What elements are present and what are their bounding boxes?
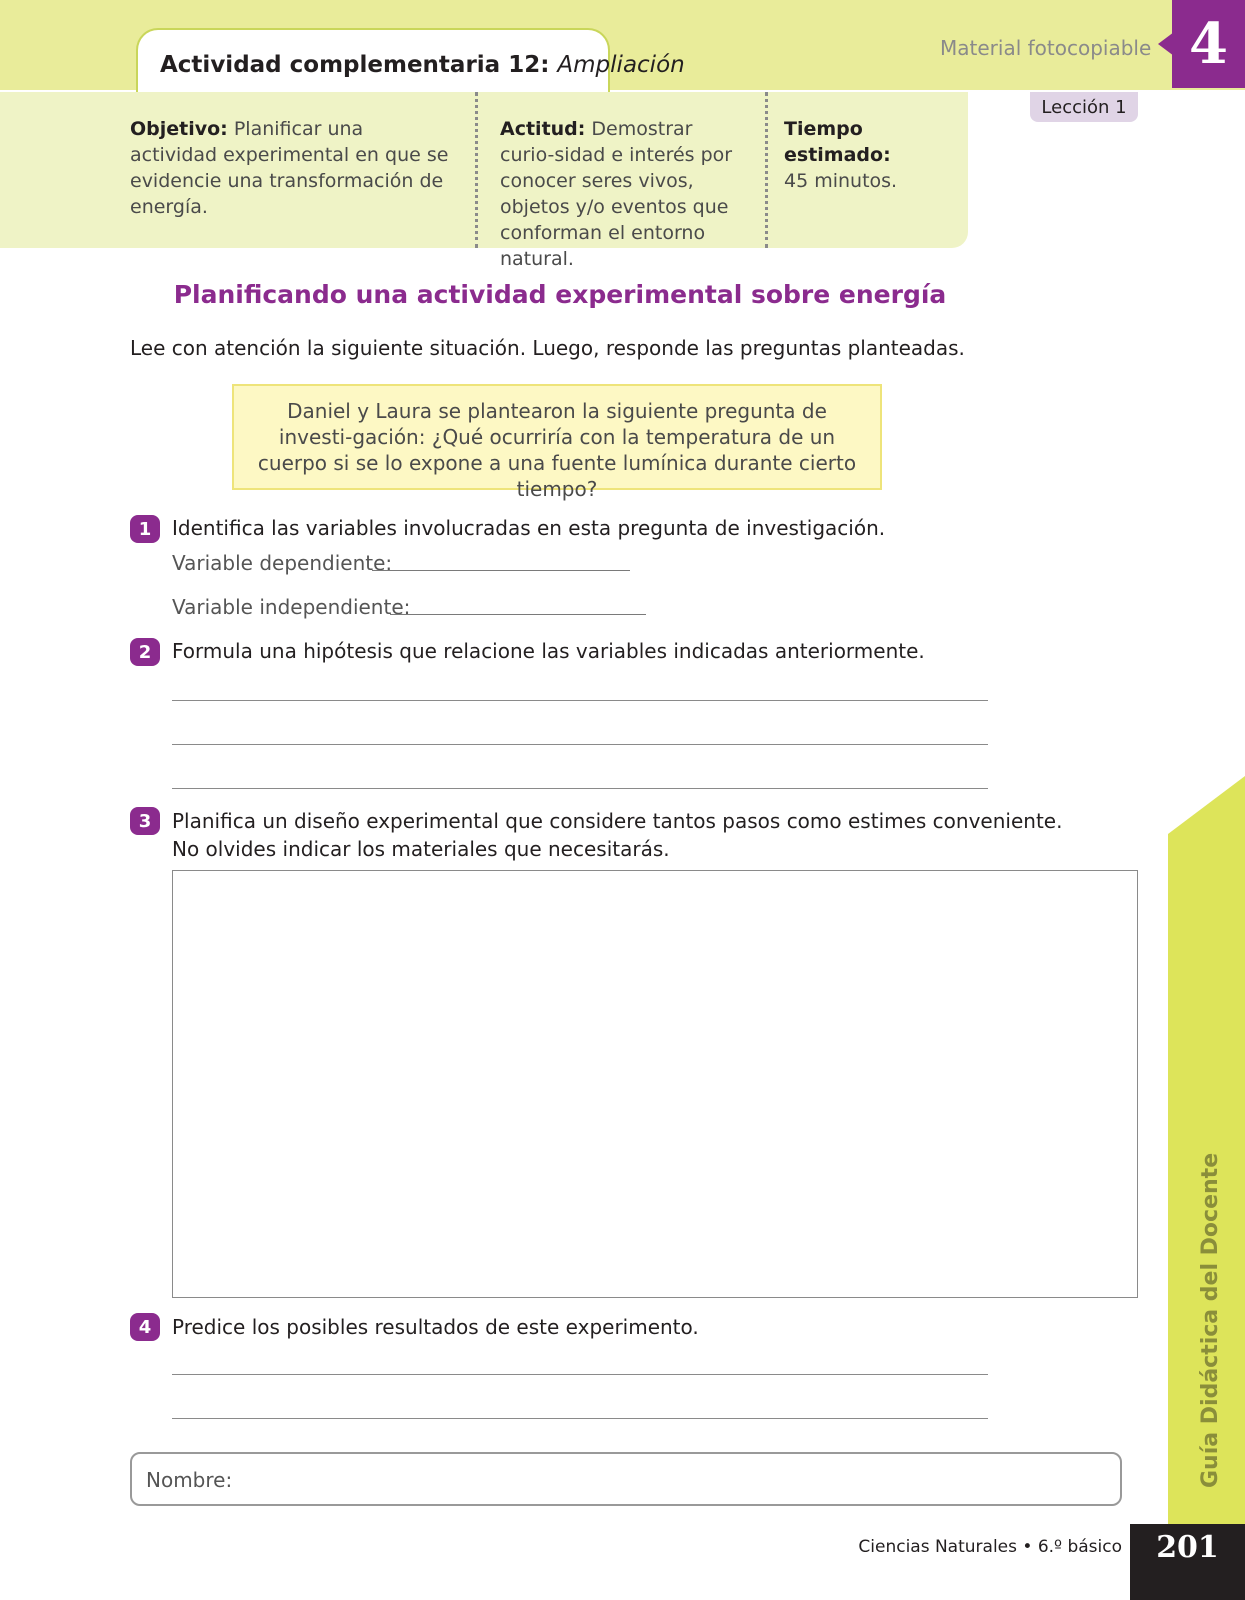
question-text: Identifica las variables involucradas en esta pregunta de investigación. [172,516,886,540]
name-field[interactable] [130,1452,1122,1506]
experimental-design-box[interactable] [172,870,1138,1298]
attitude-text: Demostrar curio-sidad e interés por conocer seres vivos, objetos y/o eventos que conforman el entorno natural. [500,118,733,270]
question-text: Predice los posibles resultados de este experimento. [172,1315,699,1339]
objective-block [130,116,450,220]
question-number-badge: 1 [130,515,160,543]
name-label: Nombre: [146,1468,233,1492]
page-number: 201 [1130,1524,1245,1600]
dependent-variable-blank[interactable] [372,570,630,571]
question-number-badge: 4 [130,1313,160,1341]
answer-line[interactable] [172,744,988,745]
situation-text: Daniel y Laura se plantearon la siguiente pregunta de investi-gación: ¿Qué ocurriría con la temperatura de un cuerpo si se lo expone a una fuente lumínica durante cierto tiempo? [257,399,857,501]
unit-number-badge: 4 [1172,0,1245,88]
answer-line[interactable] [172,1418,988,1419]
question-text: Formula una hipótesis que relacione las variables indicadas anteriormente. [172,639,925,663]
objective-text: Planificar una actividad experimental en que se evidencie una transformación de energía. [130,118,449,218]
info-divider [765,92,768,248]
side-tab-text: Guía Didáctica del Docente [1198,1152,1223,1488]
question-number-badge: 2 [130,638,160,666]
photocopy-label: Material fotocopiable [940,36,1152,60]
time-label: Tiempo estimado: [784,118,891,166]
situation-box [232,384,882,501]
instructions: Lee con atención la siguiente situación. Luego, responde las preguntas planteadas. [130,336,965,360]
answer-line[interactable] [172,788,988,789]
footer-subject: Ciencias Naturales • 6.º básico [858,1537,1122,1557]
attitude-label: Actitud: [500,118,586,140]
lesson-tag: Lección 1 [1030,92,1138,122]
answer-line[interactable] [172,1374,988,1375]
question-number-badge: 3 [130,807,160,835]
activity-title-text: Actividad complementaria 12: [160,52,550,78]
activity-title [160,52,685,78]
question-text-continued: No olvides indicar los materiales que necesitarás. [172,837,670,861]
objective-label: Objetivo: [130,118,228,140]
independent-variable-blank[interactable] [390,614,646,615]
question-text: Planifica un diseño experimental que considere tantos pasos como estimes conveniente. [172,809,1063,833]
section-title: Planificando una actividad experimental sobre energía [173,280,947,309]
answer-line[interactable] [172,700,988,701]
time-text: 45 minutos. [784,170,898,192]
attitude-block [500,116,750,272]
independent-variable-label: Variable independiente: [172,595,411,619]
dependent-variable-label: Variable dependiente: [172,551,393,575]
activity-subtitle: Ampliación [557,52,685,78]
info-divider [475,92,478,248]
time-block [784,116,964,194]
